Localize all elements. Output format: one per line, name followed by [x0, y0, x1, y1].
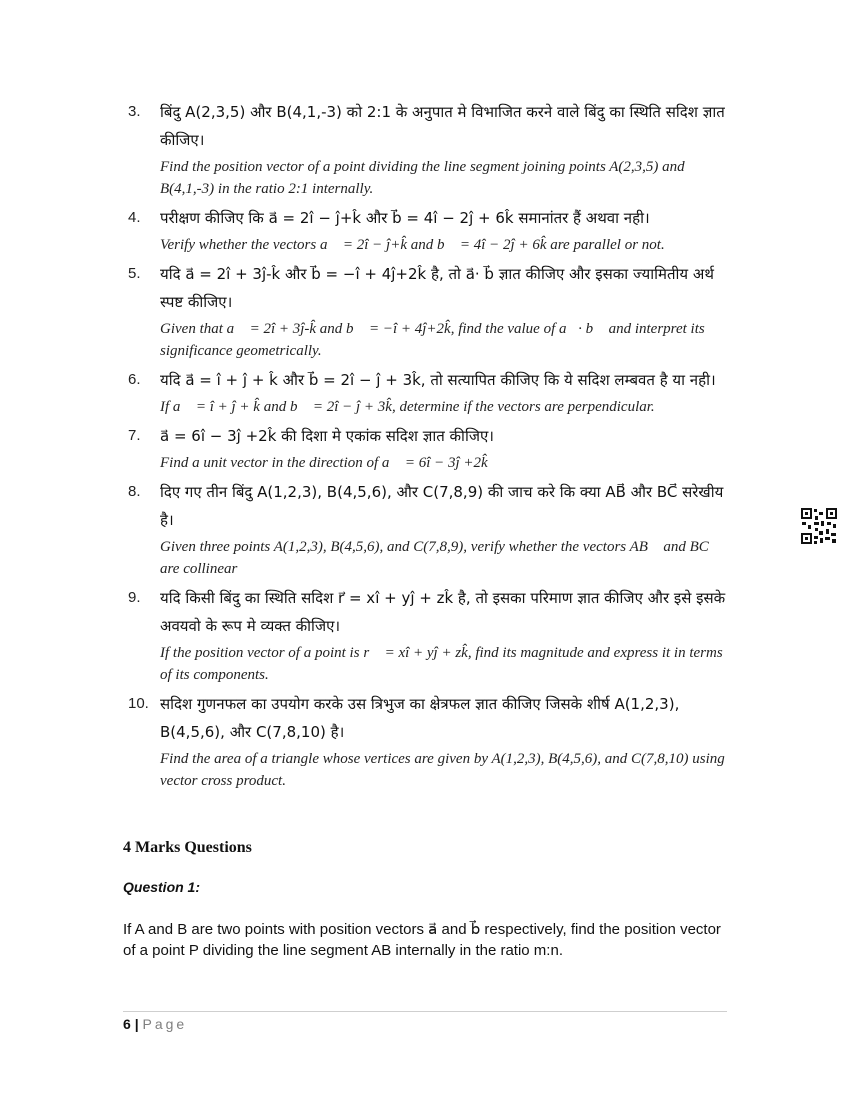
question-item [128, 98, 728, 200]
question-item [128, 366, 728, 418]
question-item [128, 584, 728, 686]
question-number: 8. [128, 483, 141, 500]
question-english-text: Given three points A(1,2,3), B(4,5,6), and C(7,8,9), verify whether the vectors AB⃗ and BC⃗ are collinear [160, 539, 721, 577]
question-hindi-text: बिंदु A(2,3,5) और B(4,1,-3) को 2:1 के अनुपात मे विभाजित करने वाले बिंदु का स्थिति सदिश ज्ञात कीजिए। [160, 103, 725, 149]
question-number: 6. [128, 371, 141, 388]
question-item [128, 260, 728, 362]
question-label: Question 1: [123, 879, 201, 895]
question-hindi-text: यदि किसी बिंदु का स्थिति सदिश r⃗ = xî + yĵ + zk̂ है, तो इसका परिमाण ज्ञात कीजिए और इसे इसके अवयवो के रूप मे व्यक्त कीजिए। [160, 589, 726, 635]
question-hindi-text: परीक्षण कीजिए कि a⃗ = 2î − ĵ+k̂ और b⃗ = 4î − 2ĵ + 6k̂ समानांतर हैं अथवा नही। [160, 209, 650, 227]
question-number: 7. [128, 427, 141, 444]
question-list [128, 98, 728, 796]
question-english-text: If a⃗ = î + ĵ + k̂ and b⃗ = 2î − ĵ + 3k̂, determine if the vectors are perpendicular. [160, 399, 655, 415]
question-english-text: If the position vector of a point is r⃗ = xî + yĵ + zk̂, find its magnitude and express it in terms of its components. [160, 645, 723, 683]
question-english-text: Given that a⃗ = 2î + 3ĵ-k̂ and b⃗ = −î + 4ĵ+2k̂, find the value of a⃗· b⃗ and interpret its significance geometrically. [160, 321, 705, 359]
question-english-text: Find the position vector of a point dividing the line segment joining points A(2,3,5) and B(4,1,-3) in the ratio 2:1 internally. [160, 159, 685, 197]
question-number: 4. [128, 209, 141, 226]
question-item [128, 422, 728, 474]
question-english-text: Verify whether the vectors a⃗ = 2î − ĵ+k̂ and b⃗ = 4î − 2ĵ + 6k̂ are parallel or not. [160, 237, 665, 253]
question-hindi-text: यदि a⃗ = î + ĵ + k̂ और b⃗ = 2î − ĵ + 3k̂, तो सत्यापित कीजिए कि ये सदिश लम्बवत है या नही। [160, 371, 716, 389]
section-title: 4 Marks Questions [123, 839, 252, 856]
qr-code-icon [800, 507, 838, 545]
footer-divider [123, 1011, 727, 1012]
page-footer [123, 1016, 187, 1032]
page-number: 6 [123, 1016, 131, 1032]
footer-separator: | [134, 1016, 139, 1032]
question-english-text: Find the area of a triangle whose vertices are given by A(1,2,3), B(4,5,6), and C(7,8,10) using vector cross product. [160, 751, 725, 789]
question-hindi-text: a⃗ = 6î − 3ĵ +2k̂ की दिशा मे एकांक सदिश ज्ञात कीजिए। [160, 427, 494, 445]
question-number: 10. [128, 695, 149, 712]
question-hindi-text: यदि a⃗ = 2î + 3ĵ-k̂ और b⃗ = −î + 4ĵ+2k̂ है, तो a⃗· b⃗ ज्ञात कीजिए और इसका ज्यामितीय अर्थ स्पष्ट कीजिए। [160, 265, 714, 311]
question-hindi-text: दिए गए तीन बिंदु A(1,2,3), B(4,5,6), और C(7,8,9) की जाच करे कि क्या AB⃗ और BC⃗ सरेखीय है। [160, 483, 724, 529]
question-item [128, 690, 728, 792]
question-item [128, 204, 728, 256]
question-body: If A and B are two points with position vectors a⃗ and b⃗ respectively, find the position vector of a point P dividing the line segment AB internally in the ratio m:n. [123, 921, 721, 959]
question-number: 3. [128, 103, 141, 120]
question-hindi-text: सदिश गुणनफल का उपयोग करके उस त्रिभुज का क्षेत्रफल ज्ञात कीजिए जिसके शीर्ष A(1,2,3), B(4,5,6), और C(7,8,10) है। [160, 695, 680, 741]
question-number: 5. [128, 265, 141, 282]
question-item [128, 478, 728, 580]
question-number: 9. [128, 589, 141, 606]
page-label: Page [142, 1016, 188, 1032]
question-english-text: Find a unit vector in the direction of a⃗ = 6î − 3ĵ +2k̂ [160, 455, 488, 471]
